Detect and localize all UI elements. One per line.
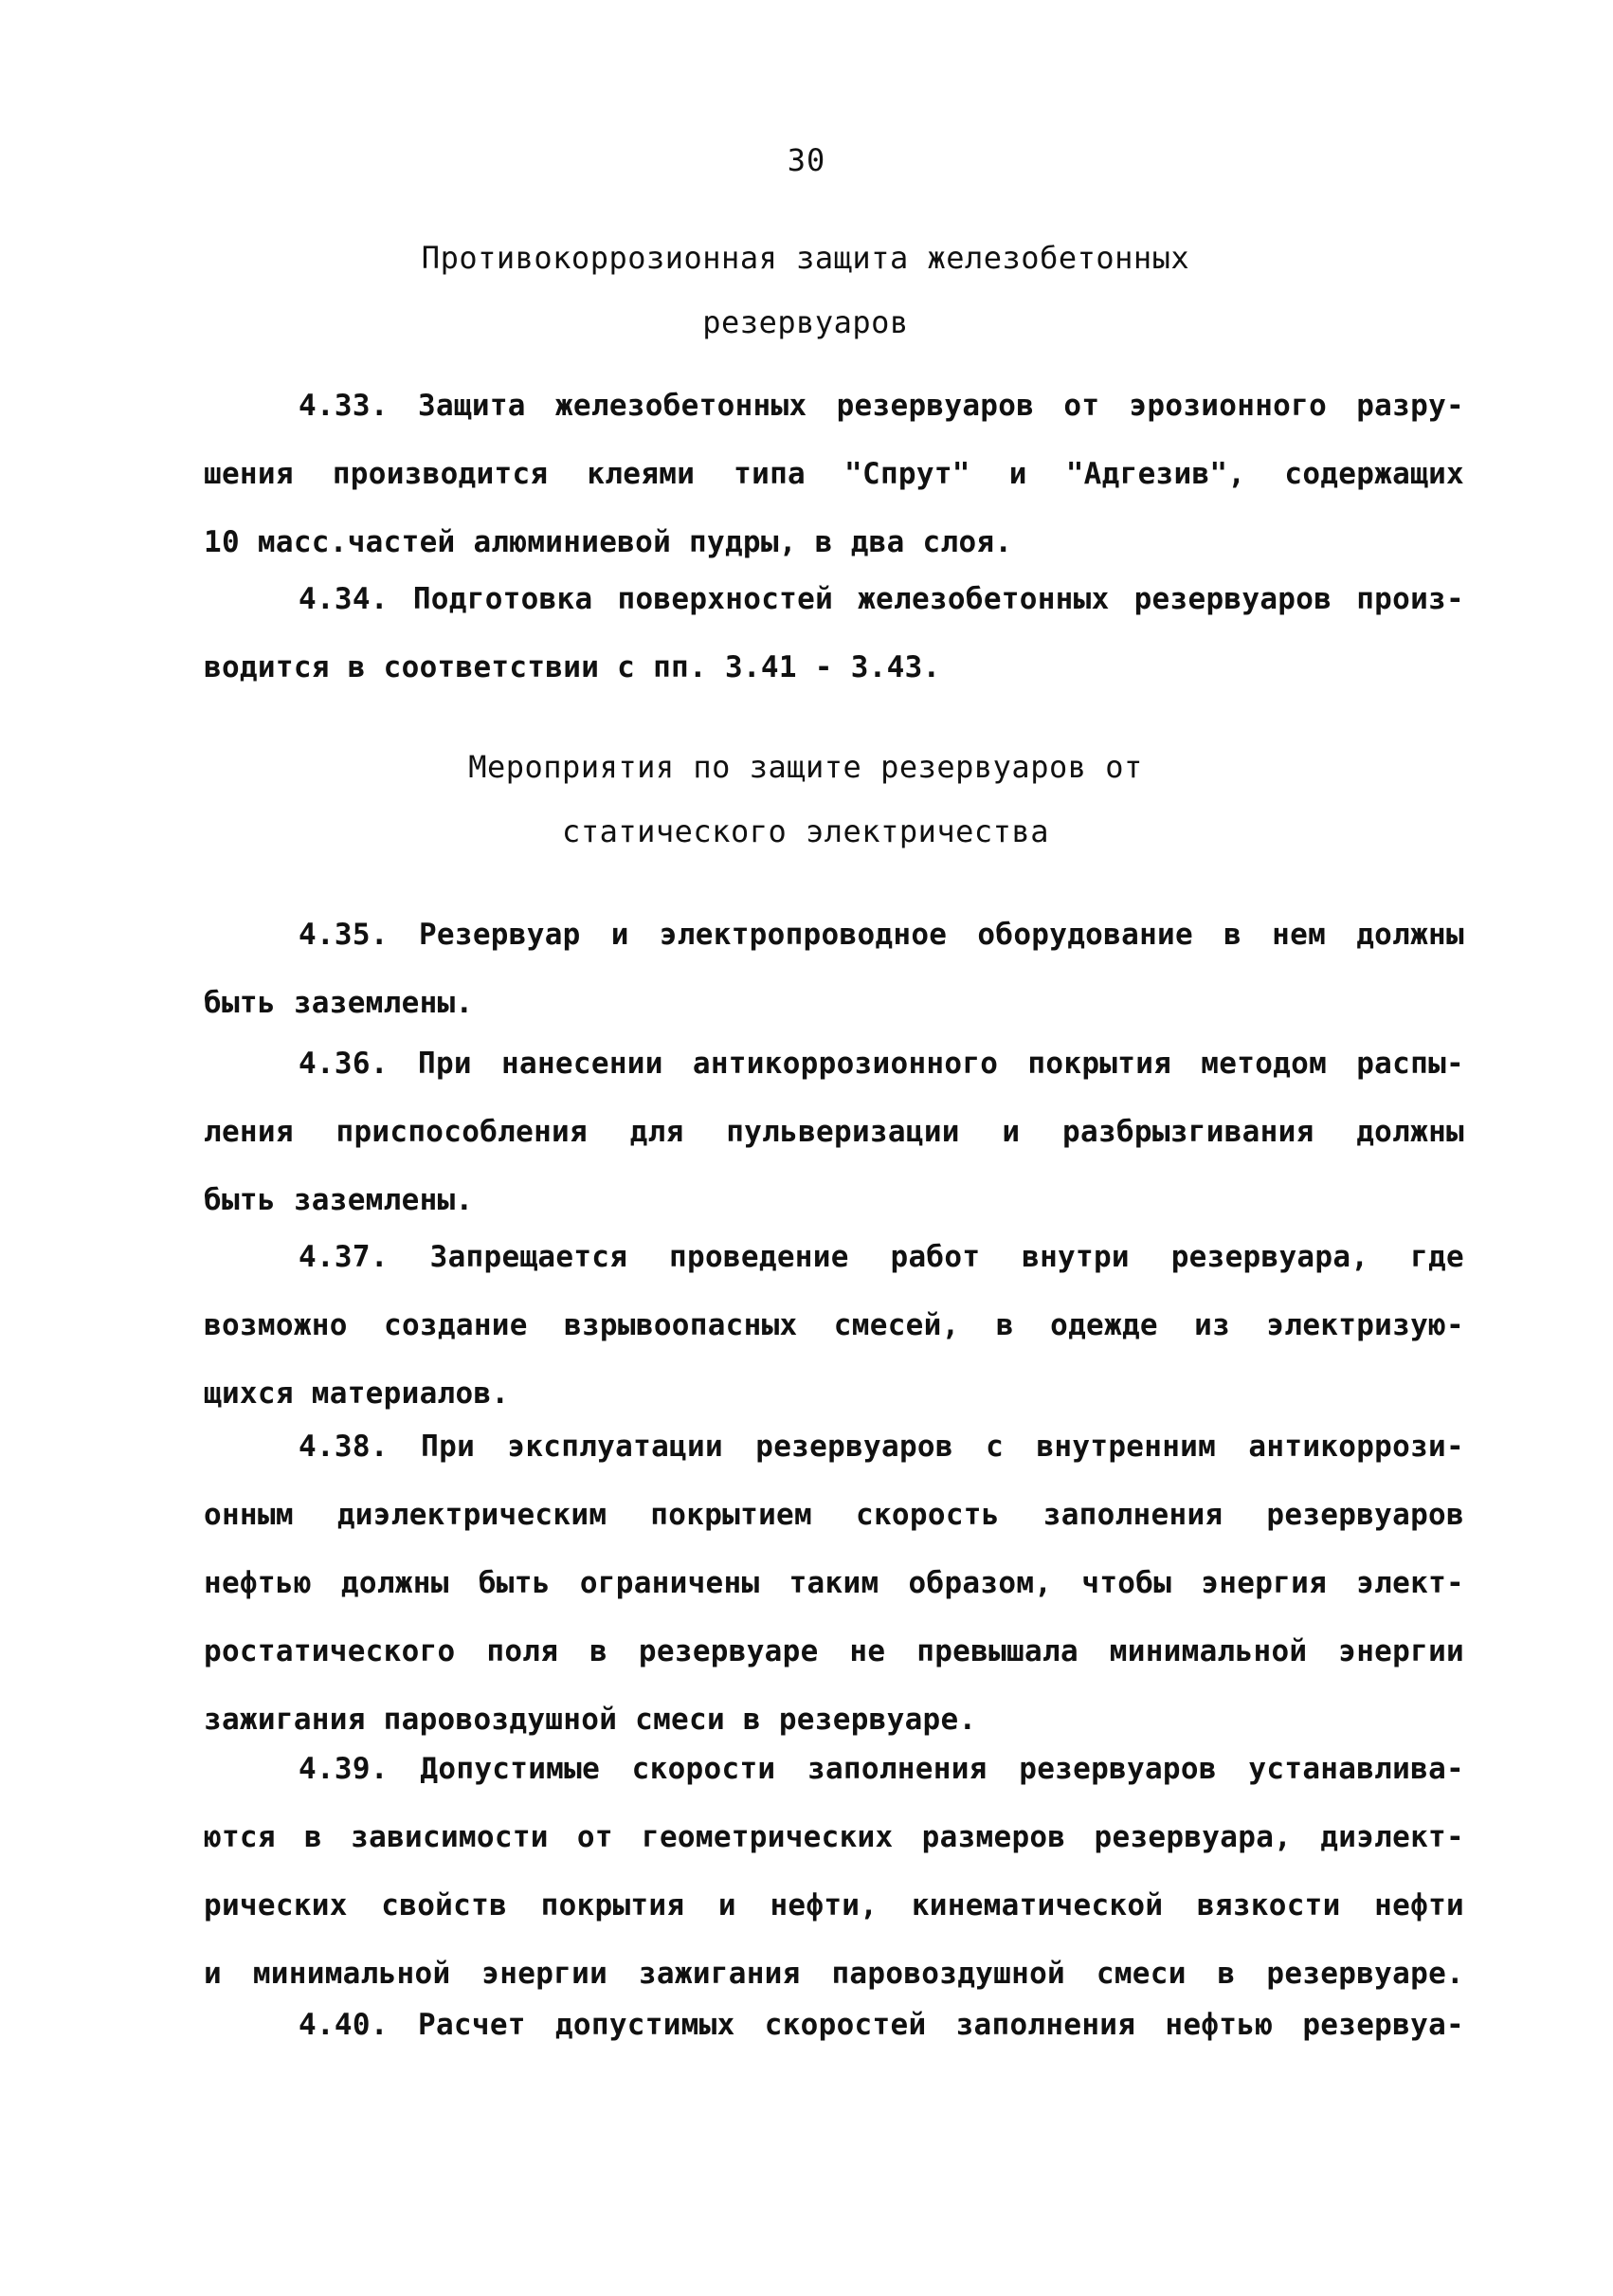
paragraph-4-34 <box>204 565 1464 702</box>
paragraph-line: быть заземлены. <box>204 986 474 1020</box>
section-heading-corrosion-protection <box>204 226 1407 355</box>
paragraph-line: рических свойств покрытия и нефти, кинематической вязкости нефти <box>204 1888 1464 1922</box>
paragraph-line: 4.34. Подготовка поверхностей железобетонных резервуаров произ- <box>299 582 1464 616</box>
paragraph-line: возможно создание взрывоопасных смесей, в одежде из электризую- <box>204 1308 1464 1342</box>
paragraph-4-36 <box>204 1030 1464 1234</box>
paragraph-line: щихся материалов. <box>204 1376 510 1411</box>
paragraph-line: 4.38. При эксплуатации резервуаров с внутренним антикоррози- <box>299 1430 1464 1464</box>
paragraph-4-33 <box>204 372 1464 576</box>
paragraph-line: 4.36. При нанесении антикоррозионного покрытия методом распы- <box>299 1047 1464 1081</box>
paragraph-line: ются в зависимости от геометрических размеров резервуара, диэлект- <box>204 1820 1464 1854</box>
paragraph-line: 4.40. Расчет допустимых скоростей заполнения нефтью резервуа- <box>299 2008 1464 2042</box>
paragraph-line: 4.35. Резервуар и электропроводное оборудование в нем должны <box>299 918 1464 952</box>
paragraph-line: водится в соответствии с пп. 3.41 - 3.43. <box>204 650 941 684</box>
paragraph-line: 4.33. Защита железобетонных резервуаров от эрозионного разру- <box>299 389 1464 423</box>
paragraph-line: ления приспособления для пульверизации и разбрызгивания должны <box>204 1115 1464 1149</box>
paragraph-line: и минимальной энергии зажигания паровоздушной смеси в резервуаре. <box>204 1957 1464 1991</box>
section-heading-static-electricity <box>204 735 1407 864</box>
paragraph-line: нефтью должны быть ограничены таким образом, чтобы энергия элект- <box>204 1566 1464 1600</box>
paragraph-line: онным диэлектрическим покрытием скорость заполнения резервуаров <box>204 1498 1464 1532</box>
paragraph-line: быть заземлены. <box>204 1183 474 1217</box>
paragraph-line: 10 масс.частей алюминиевой пудры, в два слоя. <box>204 525 1013 559</box>
paragraph-4-40 <box>204 1991 1464 2059</box>
paragraph-4-39 <box>204 1735 1464 2008</box>
heading-line: резервуаров <box>702 304 909 340</box>
heading-line: Мероприятия по защите резервуаров от <box>468 749 1143 785</box>
page-number: 30 <box>787 142 826 178</box>
paragraph-line: зажигания паровоздушной смеси в резервуаре. <box>204 1703 977 1737</box>
paragraph-4-37 <box>204 1223 1464 1428</box>
paragraph-line: 4.39. Допустимые скорости заполнения резервуаров устанавлива- <box>299 1752 1464 1786</box>
paragraph-line: 4.37. Запрещается проведение работ внутри резервуара, где <box>299 1240 1464 1274</box>
heading-line: статического электричества <box>562 813 1049 849</box>
paragraph-line: шения производится клеями типа "Спрут" и "Адгезив", содержащих <box>204 457 1464 491</box>
paragraph-4-38 <box>204 1412 1464 1754</box>
paragraph-4-35 <box>204 901 1464 1037</box>
heading-line: Противокоррозионная защита железобетонных <box>421 240 1190 276</box>
paragraph-line: ростатического поля в резервуаре не превышала минимальной энергии <box>204 1634 1464 1668</box>
